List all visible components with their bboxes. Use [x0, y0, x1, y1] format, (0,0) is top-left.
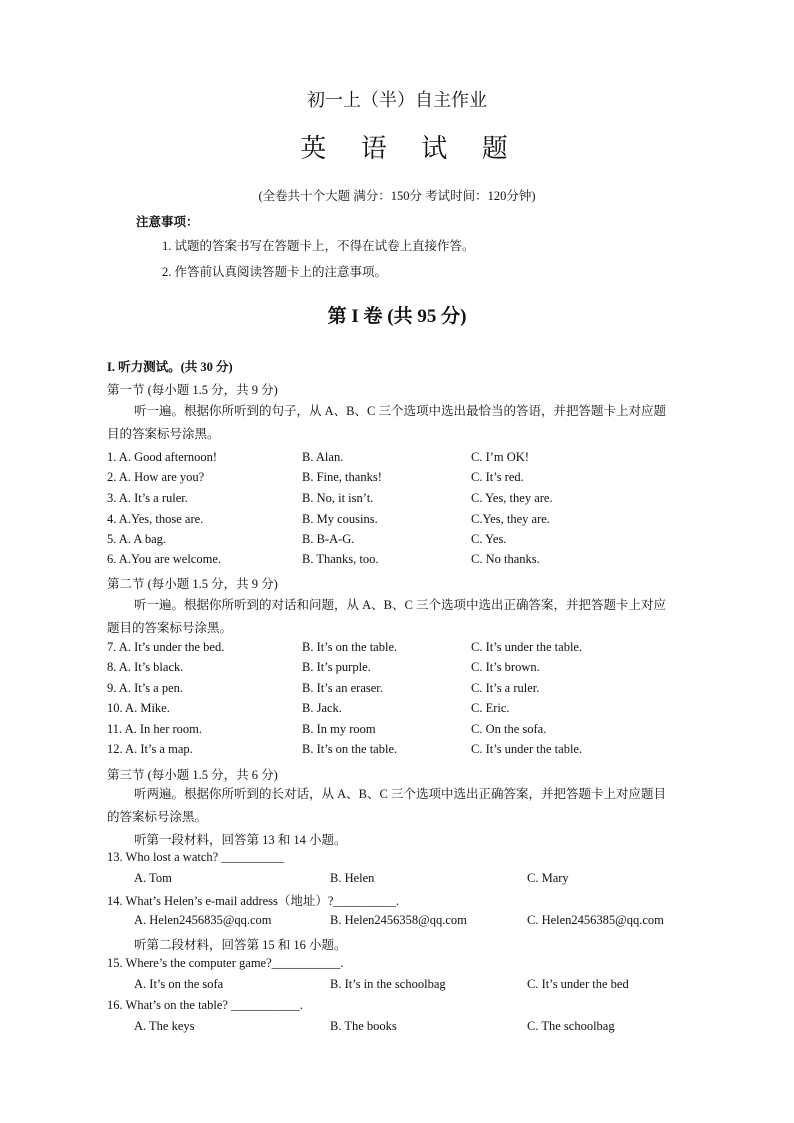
notice-item-1: 1. 试题的答案书写在答题卡上，不得在试卷上直接作答。	[162, 239, 475, 253]
question-stem: 13. Who lost a watch? __________	[107, 850, 284, 864]
question-stem: 15. Where’s the computer game?___________.	[107, 956, 344, 970]
question-option-c: C. No thanks.	[471, 552, 540, 566]
question-option-b: B. Alan.	[302, 450, 344, 464]
passage-1-instruction: 听第一段材料，回答第 13 和 14 小题。	[134, 833, 347, 847]
answer-option-a: A. The keys	[134, 1019, 195, 1033]
question-option-c: C. On the sofa.	[471, 722, 547, 736]
answer-option-b: B. Helen	[330, 871, 375, 885]
subsection-3-instruction: 听两遍。根据你所听到的长对话，从 A、B、C 三个选项中选出正确答案，并把答题卡上对应题目的答案标号涂黑。	[107, 787, 666, 824]
question-option-c: C. It’s brown.	[471, 660, 540, 674]
question-option-c: C. It’s under the table.	[471, 640, 583, 654]
subsection-1-heading: 第一节 (每小题 1.5 分，共 9 分)	[107, 383, 278, 397]
exam-title: 英 语 试 题	[300, 134, 522, 163]
answer-option-c: C. Helen2456385@qq.com	[527, 913, 664, 927]
answer-options-row	[0, 977, 794, 995]
question-row	[0, 722, 794, 740]
question-option-a: 1. A. Good afternoon!	[107, 450, 218, 464]
answer-options-row	[0, 1019, 794, 1037]
notice-item-2: 2. 作答前认真阅读答题卡上的注意事项。	[162, 265, 388, 279]
notice-label: 注意事项：	[136, 215, 199, 229]
question-row	[0, 512, 794, 530]
question-row	[0, 640, 794, 658]
question-option-c: C. I’m OK!	[471, 450, 529, 464]
answer-options-row	[0, 913, 794, 931]
question-row	[0, 552, 794, 570]
question-option-a: 11. A. In her room.	[107, 722, 203, 736]
question-row	[0, 470, 794, 488]
exam-subtitle: 初一上（半）自主作业	[307, 90, 487, 110]
answer-option-b: B. It’s in the schoolbag	[330, 977, 446, 991]
question-option-b: B. Fine, thanks!	[302, 470, 382, 484]
question-option-c: C.Yes, they are.	[471, 512, 550, 526]
question-option-b: B. It’s an eraser.	[302, 681, 383, 695]
question-option-c: C. Yes, they are.	[471, 491, 553, 505]
question-row	[0, 450, 794, 468]
answer-option-a: A. Tom	[134, 871, 172, 885]
answer-option-c: C. Mary	[527, 871, 569, 885]
question-option-b: B. Jack.	[302, 701, 342, 715]
question-option-c: C. Yes.	[471, 532, 507, 546]
answer-option-b: B. Helen2456358@qq.com	[330, 913, 467, 927]
section-heading: I. 听力测试。(共 30 分)	[107, 360, 233, 374]
answer-options-row	[0, 871, 794, 889]
question-option-a: 10. A. Mike.	[107, 701, 170, 715]
subsection-2-instruction: 听一遍。根据你所听到的对话和问题，从 A、B、C 三个选项中选出正确答案，并把答题卡上对应题目的答案标号涂黑。	[107, 598, 666, 635]
subsection-1-instruction: 听一遍。根据你所听到的句子，从 A、B、C 三个选项中选出最恰当的答语，并把答题卡上对应题目的答案标号涂黑。	[107, 404, 666, 441]
answer-option-a: A. It’s on the sofa	[134, 977, 224, 991]
answer-option-c: C. The schoolbag	[527, 1019, 615, 1033]
question-option-b: B. It’s on the table.	[302, 640, 398, 654]
question-option-a: 4. A.Yes, those are.	[107, 512, 204, 526]
question-option-c: C. Eric.	[471, 701, 510, 715]
question-stem: 16. What’s on the table? ___________.	[107, 998, 303, 1012]
question-option-b: B. It’s purple.	[302, 660, 371, 674]
question-option-a: 6. A.You are welcome.	[107, 552, 221, 566]
question-option-b: B. B-A-G.	[302, 532, 355, 546]
question-option-a: 8. A. It’s black.	[107, 660, 184, 674]
question-option-b: B. No, it isn’t.	[302, 491, 374, 505]
question-row	[0, 491, 794, 509]
answer-option-b: B. The books	[330, 1019, 397, 1033]
question-option-c: C. It’s under the table.	[471, 742, 583, 756]
question-option-c: C. It’s a ruler.	[471, 681, 540, 695]
passage-2-instruction: 听第二段材料，回答第 15 和 16 小题。	[134, 938, 347, 952]
subsection-3-heading: 第三节 (每小题 1.5 分，共 6 分)	[107, 768, 278, 782]
question-option-a: 12. A. It’s a map.	[107, 742, 193, 756]
answer-option-c: C. It’s under the bed	[527, 977, 629, 991]
question-option-b: B. It’s on the table.	[302, 742, 398, 756]
question-option-a: 5. A. A bag.	[107, 532, 167, 546]
question-option-c: C. It’s red.	[471, 470, 524, 484]
question-option-b: B. My cousins.	[302, 512, 378, 526]
question-option-b: B. In my room	[302, 722, 376, 736]
question-row	[0, 660, 794, 678]
subsection-2-heading: 第二节 (每小题 1.5 分，共 9 分)	[107, 577, 278, 591]
question-row	[0, 742, 794, 760]
question-stem: 14. What’s Helen’s e-mail address（地址）?__________.	[107, 894, 400, 908]
question-option-a: 2. A. How are you?	[107, 470, 205, 484]
question-option-a: 3. A. It’s a ruler.	[107, 491, 188, 505]
answer-option-a: A. Helen2456835@qq.com	[134, 913, 272, 927]
question-row	[0, 681, 794, 699]
question-option-a: 9. A. It’s a pen.	[107, 681, 184, 695]
part-title: 第 I 卷 (共 95 分)	[327, 306, 467, 327]
question-option-b: B. Thanks, too.	[302, 552, 379, 566]
question-row	[0, 701, 794, 719]
exam-info: (全卷共十个大题 满分：150分 考试时间：120分钟)	[258, 189, 536, 203]
question-option-a: 7. A. It’s under the bed.	[107, 640, 225, 654]
question-row	[0, 532, 794, 550]
